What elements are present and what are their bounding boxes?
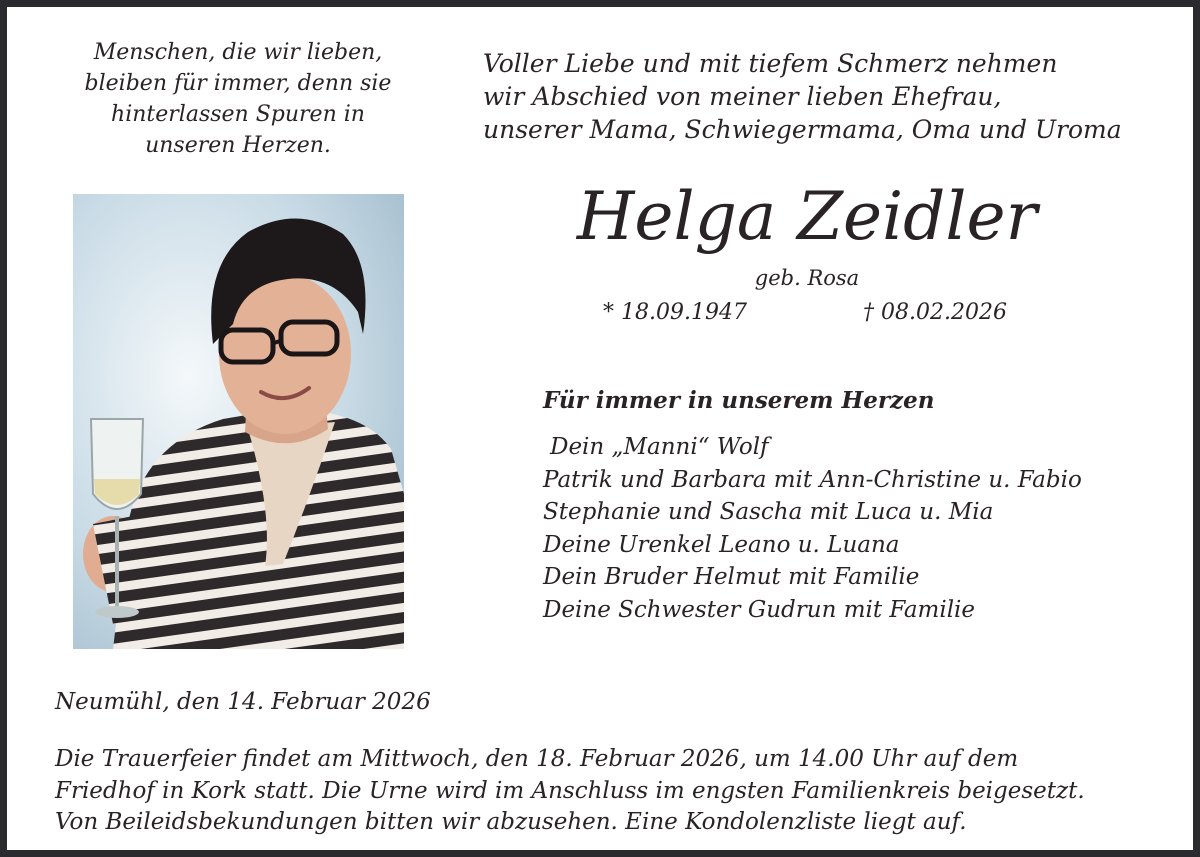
quote-line: Menschen, die wir lieben, — [93, 40, 383, 65]
mourners-list — [543, 431, 1082, 626]
memorial-quote — [55, 37, 421, 161]
mourner-line: Deine Urenkel Leano u. Luana — [543, 531, 900, 558]
birth-date: * 18.09.1947 — [603, 300, 747, 325]
mourner-line: Dein „Manni“ Wolf — [550, 434, 769, 460]
death-date: † 08.02.2026 — [863, 300, 1007, 325]
intro-line: wir Abschied von meiner lieben Ehefrau, — [483, 82, 1002, 111]
intro-text — [483, 47, 1122, 146]
quote-line: bleiben für immer, denn sie — [84, 71, 392, 96]
mourner-line: Patrik und Barbara mit Ann-Christine u. Fabio — [543, 466, 1082, 493]
notice-line: Von Beileidsbekundungen bitten wir abzusehen. Eine Kondolenzliste liegt auf. — [55, 809, 967, 835]
intro-line: Voller Liebe und mit tiefem Schmerz nehmen — [483, 49, 1058, 78]
notice-line: Die Trauerfeier findet am Mittwoch, den 18. Februar 2026, um 14.00 Uhr auf dem — [55, 746, 1019, 772]
notice-line: Friedhof in Kork statt. Die Urne wird im Anschluss im engsten Familienkreis beigesetzt. — [55, 777, 1085, 804]
mourner-line: Stephanie und Sascha mit Luca u. Mia — [543, 499, 994, 525]
mourner-line: Dein Bruder Helmut mit Familie — [543, 564, 920, 590]
intro-line: unserer Mama, Schwiegermama, Oma und Uroma — [483, 115, 1122, 144]
quote-line: unseren Herzen. — [145, 133, 331, 158]
deceased-name: Helga Zeidler — [576, 178, 1038, 255]
portrait-illustration — [73, 194, 404, 649]
memorial-motto: Für immer in unserem Herzen — [543, 387, 935, 414]
mourner-line: Deine Schwester Gudrun mit Familie — [543, 596, 976, 623]
portrait-photo — [73, 194, 404, 649]
quote-line: hinterlassen Spuren in — [111, 102, 365, 127]
funeral-notice — [55, 744, 1085, 839]
place-and-date: Neumühl, den 14. Februar 2026 — [55, 689, 431, 715]
maiden-name: geb. Rosa — [754, 266, 860, 290]
